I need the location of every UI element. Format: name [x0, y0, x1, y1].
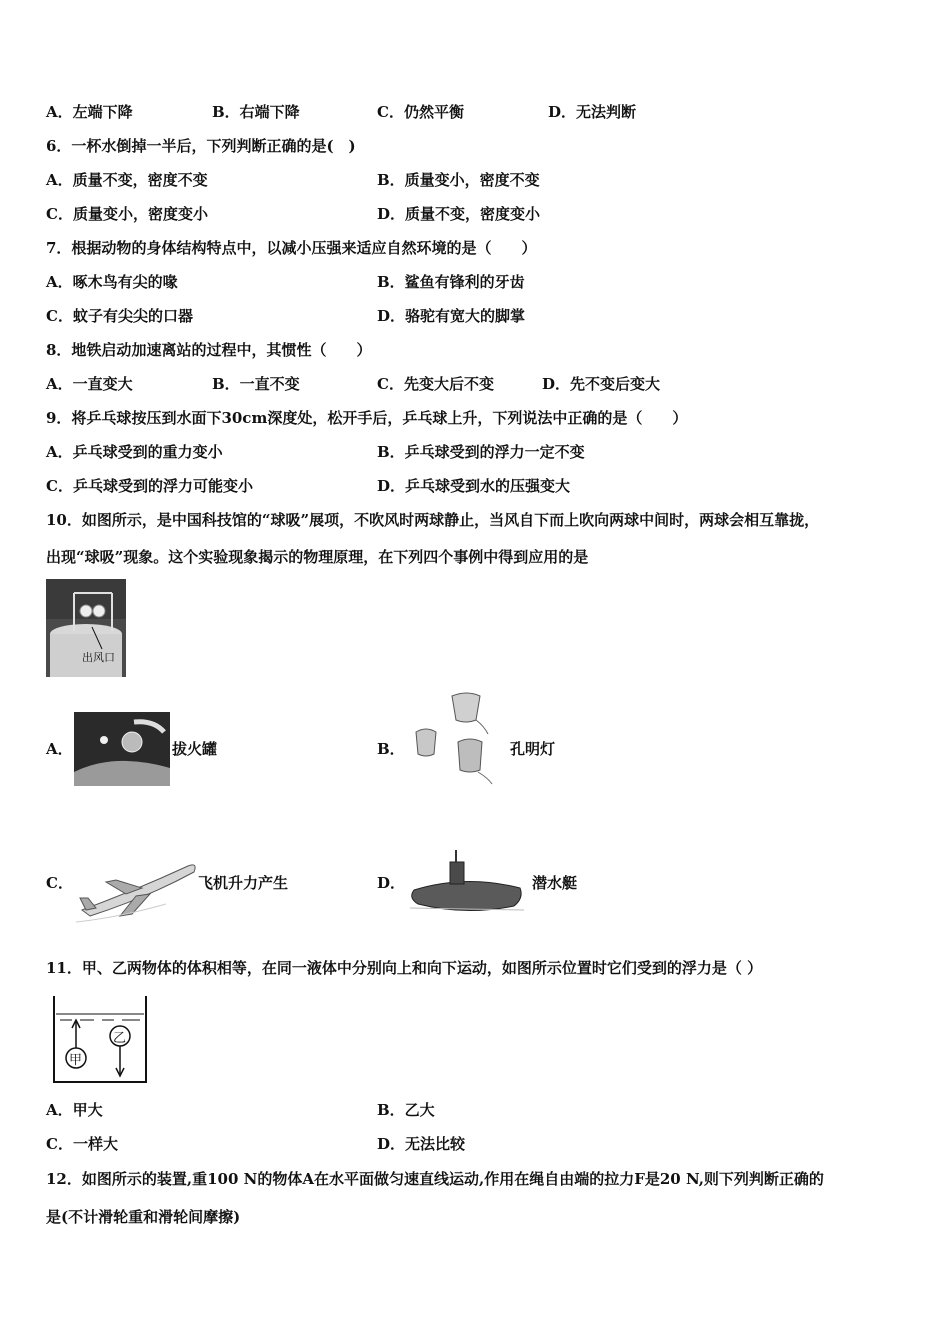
q12-stem-line1: 12．如图所示的装置,重100 N的物体A在水平面做匀速直线运动,作用在绳自由端的拉力F是20 N,则下列判断正确的: [46, 1170, 824, 1188]
q7-option-a: A．啄木鸟有尖的喙: [46, 273, 178, 291]
q8-option-c: C．先变大后不变: [377, 375, 494, 393]
q6-option-d: D．质量不变，密度变小: [377, 205, 541, 223]
q5-option-c: C．仍然平衡: [377, 103, 464, 121]
q8-option-d: D．先不变后变大: [542, 375, 661, 393]
q6-stem: 6．一杯水倒掉一半后，下列判断正确的是( ): [46, 137, 356, 155]
q9-option-a: A．乒乓球受到的重力变小: [46, 443, 223, 461]
q6-option-b: B．质量变小，密度不变: [377, 171, 540, 189]
q7-option-d: D．骆驼有宽大的脚掌: [377, 307, 526, 325]
q11-figure: [50, 992, 150, 1088]
q8-option-b: B．一直不变: [212, 375, 300, 393]
ball-suction-photo: [46, 579, 126, 677]
q11-stem: 11．甲、乙两物体的体积相等，在同一液体中分别向上和向下运动，如图所示位置时它们受到的浮力是（ ）: [46, 959, 763, 977]
q10-stem-line2: 出现“球吸”现象。这个实验现象揭示的物理原理，在下列四个事例中得到应用的是: [46, 548, 589, 566]
q10-option-c-letter: C．: [46, 874, 73, 892]
q10-option-c-text: 飞机升力产生: [198, 874, 289, 892]
q10-option-d-letter: D．: [377, 874, 406, 892]
q6-option-c: C．质量变小，密度变小: [46, 205, 208, 223]
sky-lantern-photo: [412, 690, 502, 786]
q10-stem-line1: 10．如图所示，是中国科技馆的“球吸”展项，不吹风时两球静止，当风自下而上吹向两球中间时，两球会相互靠拢，: [46, 511, 820, 529]
q7-option-c: C．蚊子有尖尖的口器: [46, 307, 193, 325]
q11-option-b: B．乙大: [377, 1101, 435, 1119]
q6-option-a: A．质量不变，密度不变: [46, 171, 208, 189]
cupping-photo: [74, 712, 170, 786]
q10-option-b-text: 孔明灯: [510, 740, 556, 758]
q12-stem-line2: 是(不计滑轮重和滑轮间摩擦): [46, 1208, 241, 1226]
q5-option-b: B．右端下降: [212, 103, 300, 121]
q9-option-b: B．乒乓球受到的浮力一定不变: [377, 443, 585, 461]
q7-stem: 7．根据动物的身体结构特点中，以减小压强来适应自然环境的是（ ）: [46, 239, 537, 257]
q11-option-c: C．一样大: [46, 1135, 118, 1153]
q10-option-a-letter: A．: [46, 740, 73, 758]
submarine-photo: [406, 846, 526, 922]
q11-option-d: D．无法比较: [377, 1135, 466, 1153]
q10-option-a-text: 拔火罐: [172, 740, 218, 758]
q8-option-a: A．一直变大: [46, 375, 133, 393]
q11-option-a: A．甲大: [46, 1101, 103, 1119]
q5-option-a: A．左端下降: [46, 103, 133, 121]
q7-option-b: B．鲨鱼有锋利的牙齿: [377, 273, 525, 291]
q5-option-d: D．无法判断: [548, 103, 637, 121]
q9-option-c: C．乒乓球受到的浮力可能变小: [46, 477, 253, 495]
outlet-label: 出风口: [82, 651, 115, 664]
object-yi-label: 乙: [113, 1031, 127, 1046]
q10-option-b-letter: B．: [377, 740, 405, 758]
q8-stem: 8．地铁启动加速离站的过程中，其惯性（ ）: [46, 341, 372, 359]
airplane-photo: [76, 852, 198, 924]
q10-option-d-text: 潜水艇: [532, 874, 578, 892]
q9-option-d: D．乒乓球受到水的压强变大: [377, 477, 571, 495]
object-jia-label: 甲: [69, 1053, 83, 1068]
q9-stem: 9．将乒乓球按压到水面下30cm深度处，松开手后，乒乓球上升，下列说法中正确的是（ ）: [46, 409, 688, 427]
